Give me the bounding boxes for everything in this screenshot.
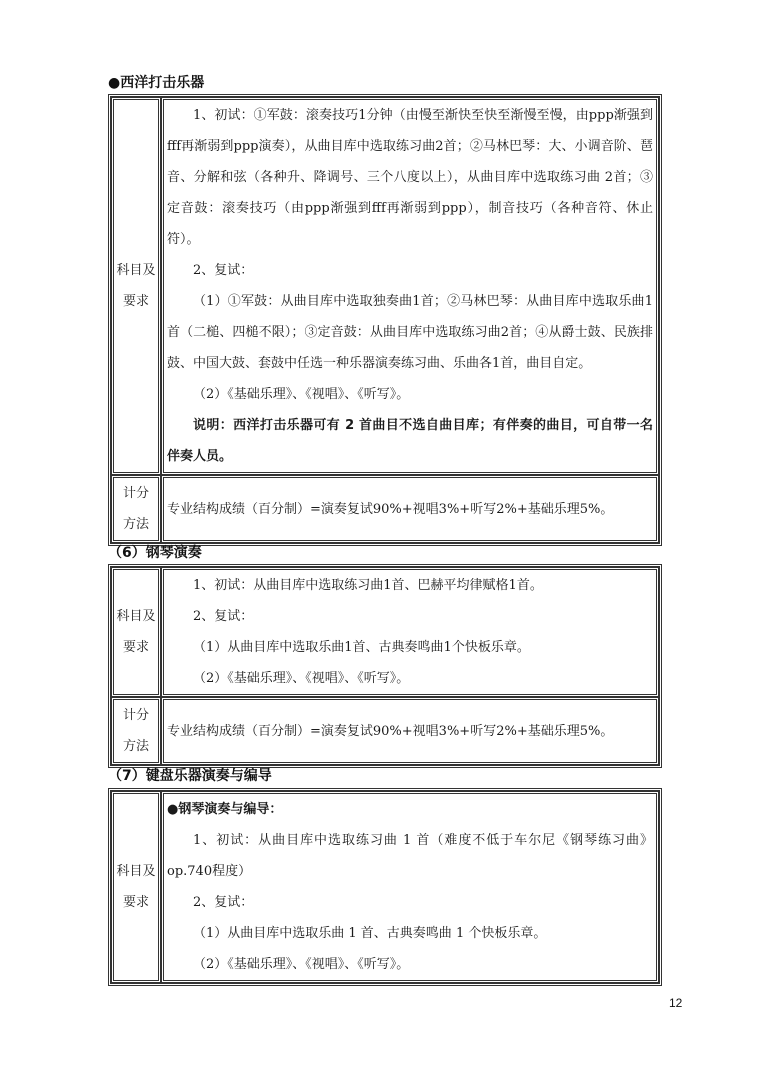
row-content	[161, 791, 659, 983]
content-paragraph: （2）《基础乐理》、《视唱》、《听写》。	[193, 957, 410, 972]
section-keyboard-composition-heading: （7）键盘乐器演奏与编导	[108, 768, 272, 784]
section-keyboard-composition-table	[108, 788, 662, 986]
requirements-row	[111, 97, 659, 475]
requirements-row	[111, 791, 659, 983]
content-paragraph: （1）①军鼓：从曲目库中选取独奏曲1首；②马林巴琴：从曲目库中选取乐曲1首（二槌、四槌不限）；③定音鼓：从曲目库中选取练习曲2首；④从爵士鼓、民族排鼓、中国大鼓、套鼓中任选一种乐器演奏练习曲、乐曲各1首，曲目自定。	[167, 294, 653, 371]
row-label-line: 计分	[122, 708, 149, 723]
row-label-line: 方法	[122, 517, 149, 532]
row-label	[111, 567, 161, 697]
scoring-row	[111, 697, 659, 765]
requirements-row	[111, 567, 659, 697]
content-paragraph: 说明：西洋打击乐器可有 2 首曲目不选自曲目库；有伴奏的曲目，可自带一名伴奏人员。	[167, 418, 653, 464]
content-paragraph: （1）从曲目库中选取乐曲1首、古典奏鸣曲1个快板乐章。	[193, 640, 530, 655]
row-label-line: 科目及	[116, 864, 156, 879]
row-label	[111, 791, 161, 983]
page-number: 12	[669, 996, 683, 1010]
row-label-line: 要求	[122, 294, 149, 309]
section-percussion-heading: ●西洋打击乐器	[108, 75, 205, 91]
content-paragraph: 专业结构成绩（百分制）=演奏复试90%+视唱3%+听写2%+基础乐理5%。	[167, 723, 614, 739]
content-paragraph: 1、初试：从曲目库中选取练习曲1首、巴赫平均律赋格1首。	[193, 578, 543, 593]
content-paragraph: 2、复试：	[193, 895, 254, 910]
content-paragraph: 专业结构成绩（百分制）=演奏复试90%+视唱3%+听写2%+基础乐理5%。	[167, 501, 614, 517]
row-label-line: 计分	[122, 486, 149, 501]
row-content	[161, 567, 659, 697]
row-label	[111, 697, 161, 765]
section-piano-performance-table	[108, 564, 662, 768]
row-label-line: 要求	[122, 640, 149, 655]
content-paragraph: 1、初试：从曲目库中选取练习曲 1 首（难度不低于车尔尼《钢琴练习曲》op.740程度）	[167, 833, 653, 879]
section-percussion-table	[108, 94, 662, 546]
row-label-line: 科目及	[116, 609, 156, 624]
content-paragraph: 2、复试：	[193, 609, 254, 624]
row-content	[161, 475, 659, 543]
row-label	[111, 97, 161, 475]
scoring-row	[111, 475, 659, 543]
section-piano-performance-heading: （6）钢琴演奏	[108, 545, 202, 561]
content-paragraph: （2）《基础乐理》、《视唱》、《听写》。	[193, 671, 410, 686]
content-paragraph: （1）从曲目库中选取乐曲 1 首、古典奏鸣曲 1 个快板乐章。	[193, 926, 547, 941]
content-paragraph: 1、初试：①军鼓：滚奏技巧1分钟（由慢至渐快至快至渐慢至慢，由ppp渐强到fff再渐弱到ppp演奏），从曲目库中选取练习曲2首；②马林巴琴：大、小调音阶、琶音、分解和弦（各种升、降调号、三个八度以上），从曲目库中选取练习曲 2首；③定音鼓：滚奏技巧（由ppp渐强到fff再渐弱到ppp），制音技巧（各种音符、休止符）。	[167, 108, 653, 247]
row-content	[161, 697, 659, 765]
content-paragraph: ●钢琴演奏与编导：	[167, 802, 283, 817]
row-label-line: 科目及	[116, 263, 156, 278]
content-paragraph: （2）《基础乐理》、《视唱》、《听写》。	[193, 387, 410, 402]
row-content	[161, 97, 659, 475]
row-label	[111, 475, 161, 543]
row-label-line: 要求	[122, 895, 149, 910]
row-label-line: 方法	[122, 739, 149, 754]
content-paragraph: 2、复试：	[193, 263, 254, 278]
